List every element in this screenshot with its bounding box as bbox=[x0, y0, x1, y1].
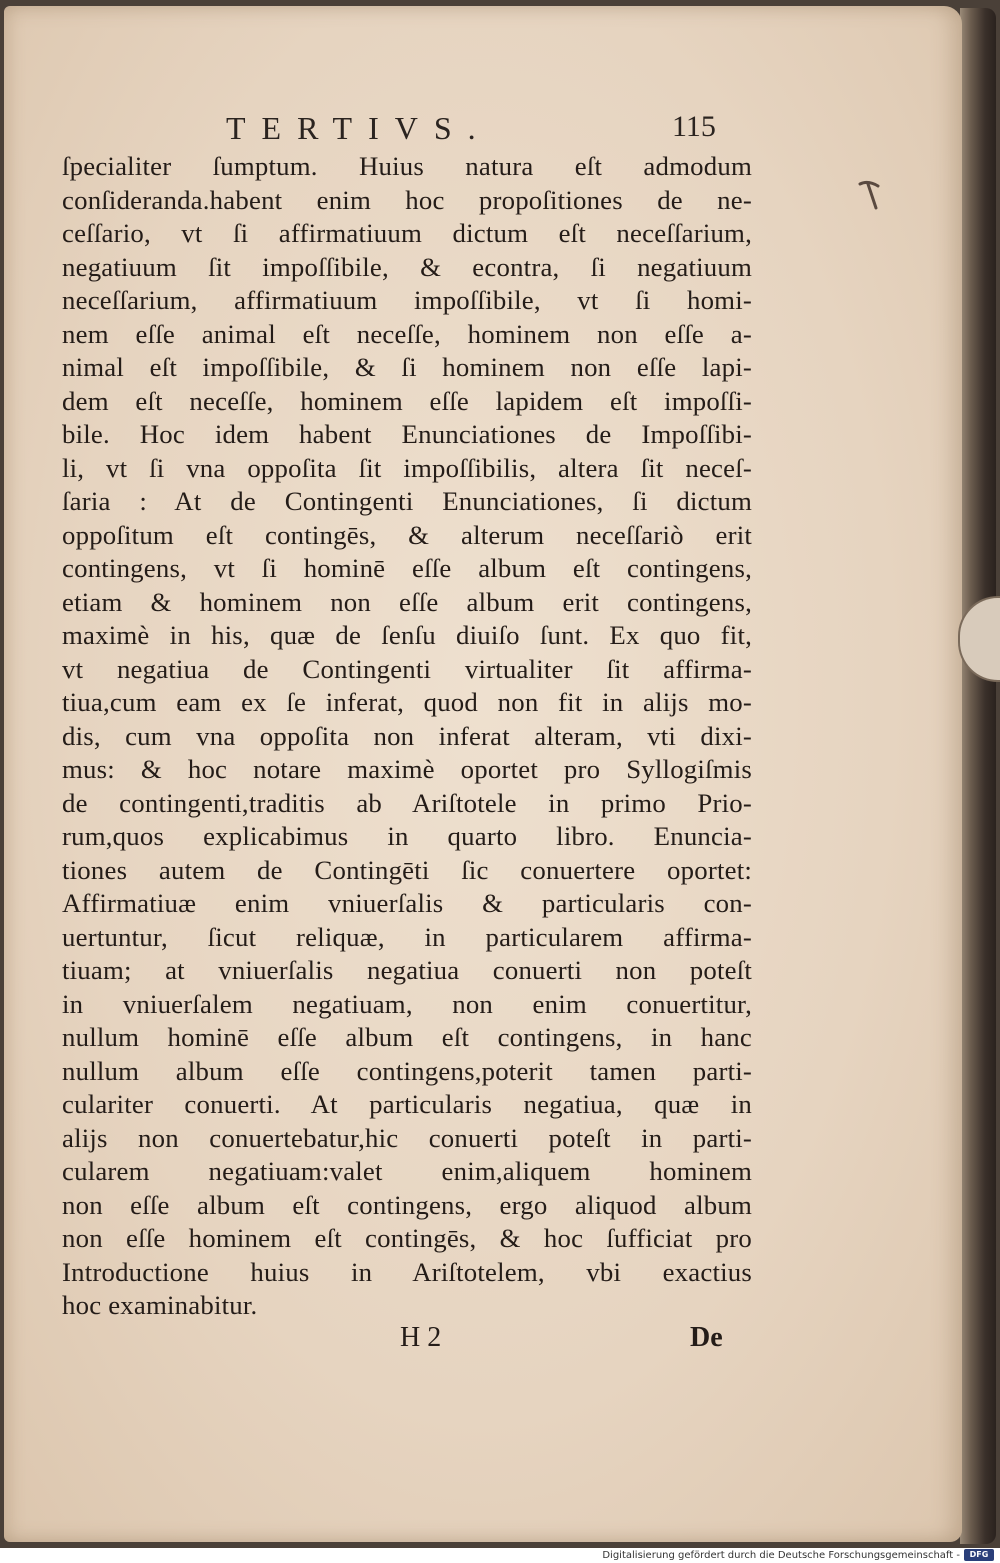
text-line: de contingenti,traditis ab Ariſtotele in primo Prio- bbox=[62, 787, 752, 818]
text-line: culariter conuerti. At particularis negatiua, quæ in bbox=[62, 1089, 752, 1119]
text-line: conſideranda.habent enim hoc propoſitiones de ne- bbox=[62, 184, 752, 215]
footer-bar bbox=[0, 1548, 1000, 1563]
running-title: TERTIVS. bbox=[226, 110, 492, 146]
text-line: non eſſe album eſt contingens, ergo aliquod album bbox=[62, 1189, 752, 1220]
footer-credit: Digitalisierung gefördert durch die Deutsche Forschungsgemeinschaft - bbox=[602, 1550, 960, 1561]
catchword: De bbox=[690, 1322, 723, 1353]
text-line: etiam & hominem non eſſe album erit contingens, bbox=[62, 586, 752, 617]
text-line: maximè in his, quæ de ſenſu diuiſo ſunt. Ex quo fit, bbox=[62, 620, 752, 650]
text-line: tiua,cum eam ex ſe inferat, quod non fit in alijs mo- bbox=[62, 687, 752, 717]
text-line: oppoſitum eſt contingēs, & alterum neceſſariò erit bbox=[62, 519, 752, 550]
signature-mark: H 2 bbox=[400, 1322, 442, 1353]
text-line: dis, cum vna oppoſita non inferat alteram, vti dixi- bbox=[62, 720, 752, 751]
text-line: uertuntur, ſicut reliquæ, in particularem affirma- bbox=[62, 921, 752, 952]
text-line: hoc examinabitur. bbox=[62, 1290, 258, 1320]
page-number: 115 bbox=[672, 110, 716, 143]
text-line: negatiuum ſit impoſſibile, & econtra, ſi negatiuum bbox=[62, 251, 752, 282]
text-line: dem eſt neceſſe, hominem eſſe lapidem eſt impoſſi- bbox=[62, 385, 752, 416]
text-line: nem eſſe animal eſt neceſſe, hominem non eſſe a- bbox=[62, 318, 752, 349]
text-line: nullum hominē eſſe album eſt contingens, in hanc bbox=[62, 1022, 752, 1052]
text-line: tiones autem de Contingēti ſic conuertere oportet: bbox=[62, 854, 752, 885]
text-line: nullum album eſſe contingens,poterit tamen parti- bbox=[62, 1055, 752, 1086]
book-edge bbox=[960, 8, 996, 1544]
text-line: nimal eſt impoſſibile, & ſi hominem non eſſe lapi- bbox=[62, 352, 752, 382]
text-line: neceſſarium, affirmatiuum impoſſibile, vt ſi homi- bbox=[62, 285, 752, 315]
text-line: ſpecialiter ſumptum. Huius natura eſt admodum bbox=[62, 151, 752, 181]
text-line: in vniuerſalem negatiuam, non enim conuertitur, bbox=[62, 988, 752, 1019]
text-line: tiuam; at vniuerſalis negatiua conuerti non poteſt bbox=[62, 955, 752, 985]
text-line: li, vt ſi vna oppoſita ſit impoſſibilis, altera ſit neceſ- bbox=[62, 452, 752, 483]
body-text bbox=[62, 150, 752, 1323]
text-line: vt negatiua de Contingenti virtualiter ſit affirma- bbox=[62, 653, 752, 684]
text-line: non eſſe hominem eſt contingēs, & hoc ſufficiat pro bbox=[62, 1223, 752, 1253]
running-head bbox=[0, 110, 960, 150]
text-line: Affirmatiuæ enim vniuerſalis & particularis con- bbox=[62, 888, 752, 918]
text-line: alijs non conuertebatur,hic conuerti poteſt in parti- bbox=[62, 1122, 752, 1153]
text-line: ceſſario, vt ſi affirmatiuum dictum eſt neceſſarium, bbox=[62, 218, 752, 248]
signature-line bbox=[0, 1322, 960, 1362]
text-line: contingens, vt ſi hominē eſſe album eſt contingens, bbox=[62, 553, 752, 583]
text-line: ſaria : At de Contingenti Enunciationes, ſi dictum bbox=[62, 486, 752, 516]
margin-mark-icon bbox=[858, 178, 882, 214]
text-line: cularem negatiuam:valet enim,aliquem hominem bbox=[62, 1156, 752, 1186]
text-line: Introductione huius in Ariſtotelem, vbi exactius bbox=[62, 1256, 752, 1287]
dfg-logo: DFG bbox=[964, 1549, 994, 1561]
text-line: mus: & hoc notare maximè oportet pro Syllogiſmis bbox=[62, 754, 752, 784]
text-line: bile. Hoc idem habent Enunciationes de Impoſſibi- bbox=[62, 419, 752, 449]
text-line: rum,quos explicabimus in quarto libro. Enuncia- bbox=[62, 821, 752, 851]
